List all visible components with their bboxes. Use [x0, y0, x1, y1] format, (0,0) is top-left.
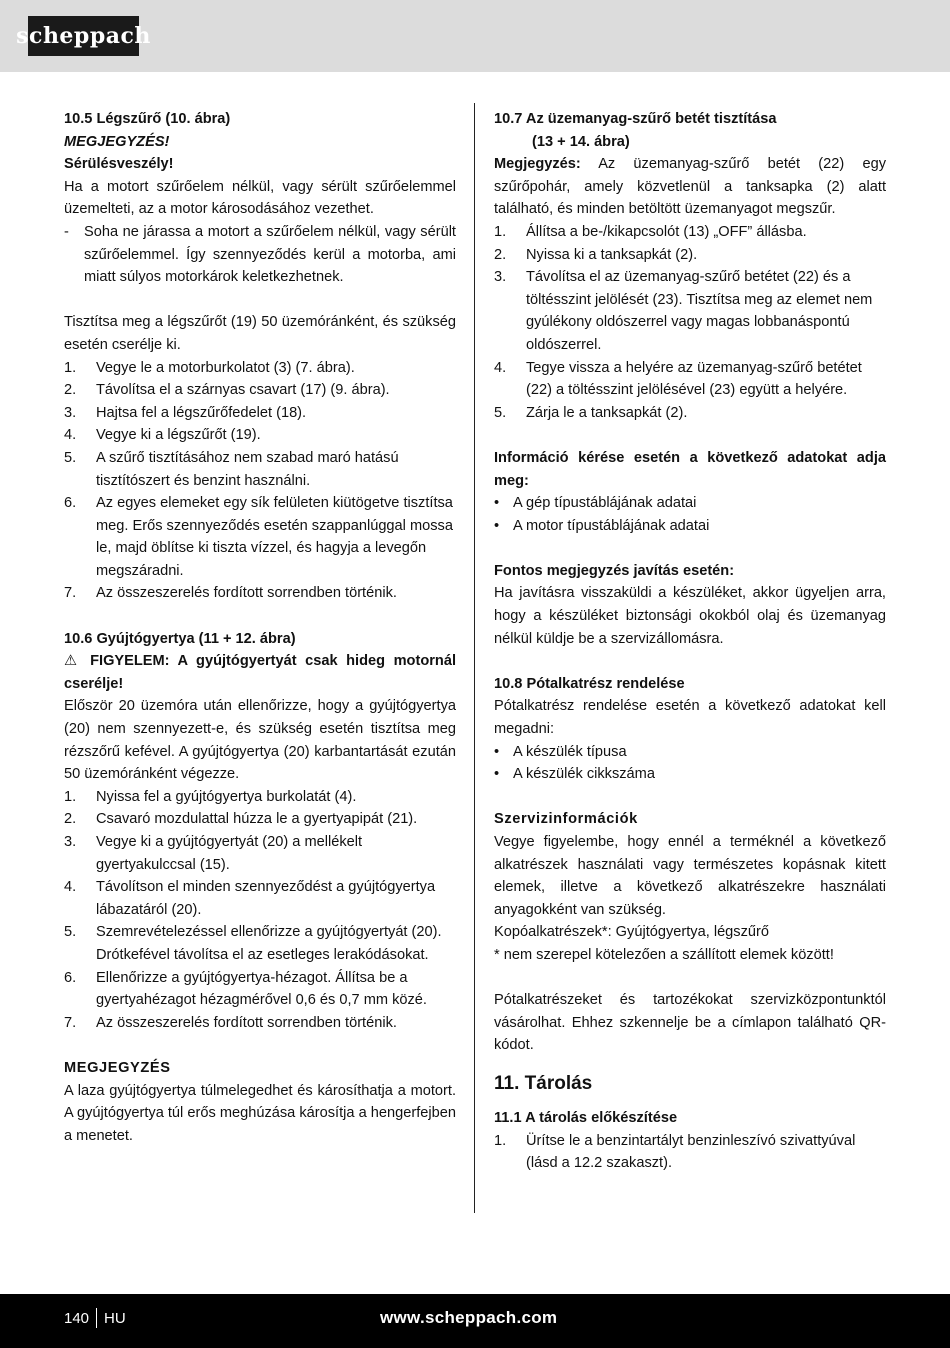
- list-item: [64, 876, 456, 921]
- air-filter-intro: Tisztítsa meg a légszűrőt (19) 50 üzemóránként, és szükség esetén cserélje ki.: [64, 314, 456, 353]
- wear-parts-text: Kopóalkatrészek*: Gyújtógyertya, légszűrő: [494, 924, 769, 941]
- dash-list: [64, 221, 456, 289]
- step-number: 4.: [64, 427, 77, 444]
- list-item: [494, 357, 886, 402]
- list-item: [64, 967, 456, 1012]
- note-label: MEGJEGYZÉS!: [64, 133, 170, 150]
- step-number: 3.: [494, 269, 507, 286]
- spark-plug-intro: Először 20 üzemóra után ellenőrizze, hogy a gyújtógyertya (20) nem szennyezett-e, és szükség esetén tisztítsa meg rézszőrű kefével. A gyújtógyertya (20) karbantartását ezután 50 üzemóránként végezze.: [64, 698, 456, 783]
- warning-text: Ha a motort szűrőelem nélkül, vagy sérült szűrőelemmel üzemelteti, az a motor károsodásához vezethet.: [64, 178, 456, 218]
- list-item: [64, 582, 456, 605]
- left-column: [64, 108, 456, 1147]
- step-text: Nyissa ki a tanksapkát (2).: [526, 246, 698, 263]
- step-text: Ürítse le a benzintartályt benzinleszívó szivattyúval (lásd a 12.2 szakaszt).: [526, 1132, 856, 1172]
- section-10-6-title: 10.6 Gyújtógyertya (11 + 12. ábra): [64, 630, 296, 647]
- fuel-filter-steps: [494, 221, 886, 424]
- step-number: 5.: [64, 449, 77, 466]
- step-text: Nyissa fel a gyújtógyertya burkolatát (4).: [96, 788, 357, 805]
- step-text: Az egyes elemeket egy sík felületen kiütögetve tisztítsa meg. Erős szennyeződés esetén szappanlúggal mossa le, majd öblítse ki tiszta vízzel, és hagyja a levegőn megszáradni.: [96, 495, 453, 579]
- list-item: [494, 266, 886, 356]
- page-header: [0, 0, 950, 72]
- step-text: Vegye le a motorburkolatot (3) (7. ábra).: [96, 359, 355, 376]
- spare-parts-text: Pótalkatrész rendelése esetén a következő adatokat kell megadni:: [494, 698, 886, 738]
- info-request-title: Információ kérése esetén a következő adatokat adja meg:: [494, 449, 886, 489]
- step-number: 2.: [494, 246, 507, 263]
- footnote-text: * nem szerepel kötelezően a szállított elemek között!: [494, 946, 834, 963]
- step-text: Vegye ki a gyújtógyertyát (20) a mellékelt gyertyakulccsal (15).: [96, 834, 363, 873]
- page-number: 140: [64, 1310, 90, 1327]
- step-number: 1.: [64, 359, 77, 376]
- list-item: [494, 1130, 886, 1175]
- step-number: 3.: [64, 834, 77, 850]
- step-number: 4.: [494, 359, 507, 376]
- note-text: A laza gyújtógyertya túlmelegedhet és károsíthatja a motort. A gyújtógyertya túl erős meghúzása károsítja a hengerfejben a menetet.: [64, 1082, 456, 1144]
- list-item: • A készülék cikkszáma: [494, 763, 886, 786]
- step-number: 6.: [64, 969, 77, 986]
- storage-steps: [494, 1130, 886, 1175]
- language-code: HU: [104, 1310, 126, 1327]
- scheppach-logo: scheppach: [28, 16, 139, 56]
- note-label: Megjegyzés:: [494, 156, 581, 173]
- section-10-8-title: 10.8 Pótalkatrész rendelése: [494, 675, 685, 692]
- danger-label: Sérülésveszély!: [64, 156, 174, 173]
- step-number: 2.: [64, 382, 77, 399]
- step-text: Az összeszerelés fordított sorrendben történik.: [96, 585, 397, 602]
- warning-text: FIGYELEM: A gyújtógyertyát csak hideg motornál cserélje!: [64, 653, 456, 692]
- step-text: Távolítsa el a szárnyas csavart (17) (9. ábra).: [96, 382, 390, 399]
- service-info-text: Vegye figyelembe, hogy ennél a terméknél a következő alkatrészek használati vagy természetes kopásnak kitett elemek, illetve a következő alkatrészekre használati anyagokként van szükség.: [494, 834, 886, 918]
- step-number: 6.: [64, 495, 77, 512]
- repair-note-title: Fontos megjegyzés javítás esetén:: [494, 562, 735, 579]
- step-text: Zárja le a tanksapkát (2).: [526, 404, 688, 421]
- step-number: 4.: [64, 879, 77, 896]
- step-number: 1.: [494, 223, 507, 240]
- step-number: 1.: [64, 788, 77, 805]
- step-number: 7.: [64, 585, 77, 602]
- section-10-7-title: 10.7 Az üzemanyag-szűrő betét tisztítása: [494, 111, 777, 127]
- section-11-title: 11. Tárolás: [494, 1072, 593, 1094]
- step-text: Tegye vissza a helyére az üzemanyag-szűrő betétet (22) a töltésszint jelölésével (23) együtt a helyére.: [526, 359, 862, 399]
- note-heading: MEGJEGYZÉS: [64, 1059, 171, 1076]
- warning-triangle-icon: ⚠: [64, 653, 82, 670]
- right-column: [494, 108, 886, 1175]
- list-item: [64, 921, 456, 966]
- step-text: Az összeszerelés fordított sorrendben történik.: [96, 1014, 397, 1031]
- step-text: Távolítson el minden szennyeződést a gyújtógyertya lábazatáról (20).: [96, 879, 436, 918]
- repair-note-text: Ha javításra visszaküldi a készüléket, akkor ügyeljen arra, hogy a készüléket biztonsági okokból olaj és üzemanyag nélkül küldje be a szervizállomásra.: [494, 585, 886, 647]
- step-text: Ellenőrizze a gyújtógyertya-hézagot. Állítsa be a gyertyahézagot hézagmérővel 0,6 és 0,7 mm közé.: [96, 969, 427, 1009]
- step-text: Állítsa a be-/kikapcsolót (13) „OFF” állásba.: [526, 223, 807, 240]
- step-text: Vegye ki a légszűrőt (19).: [96, 427, 261, 444]
- list-item: [64, 424, 456, 447]
- spare-parts-list: [494, 741, 886, 786]
- step-text: Szemrevételezéssel ellenőrizze a gyújtógyertyát (20). Drótkefével távolítsa el az esetleges lerakódásokat.: [96, 924, 442, 963]
- step-number: 3.: [64, 404, 77, 421]
- step-text: Távolítsa el az üzemanyag-szűrő betétet (22) és a töltésszint jelölését (23). Tisztítsa meg az elemet nem gyúlékony oldószerrel vagy magas lobbanáspontú oldószerrel.: [526, 269, 873, 353]
- step-number: 2.: [64, 811, 77, 828]
- list-item: [64, 786, 456, 809]
- air-filter-steps: [64, 357, 456, 606]
- step-number: 5.: [64, 924, 77, 941]
- list-item: [494, 221, 886, 244]
- list-item: [64, 357, 456, 380]
- step-text: A szűrő tisztításához nem szabad maró hatású tisztítószert és benzint használni.: [96, 449, 399, 489]
- section-11-1-title: 11.1 A tárolás előkészítése: [494, 1109, 678, 1126]
- list-item: [64, 447, 456, 492]
- service-info-title: Szervizinformációk: [494, 811, 638, 828]
- list-item: [64, 808, 456, 831]
- step-number: 7.: [64, 1014, 77, 1031]
- spark-plug-warning: [64, 650, 456, 695]
- list-item: • A gép típustáblájának adatai: [494, 492, 886, 515]
- list-item: [494, 402, 886, 425]
- step-text: Csavaró mozdulattal húzza le a gyertyapipát (21).: [96, 811, 418, 828]
- list-item: [494, 244, 886, 267]
- website-link[interactable]: www.scheppach.com: [380, 1308, 558, 1327]
- list-item: [64, 831, 456, 876]
- dash-item: - Soha ne járassa a motort a szűrőelem nélkül, vagy sérült szűrőelemmel. Így szennyeződés kerül a motorba, ami miatt súlyos motorkárok keletkezhetnek.: [64, 221, 456, 289]
- footer-separator: [96, 1308, 97, 1328]
- section-10-7-subtitle: (13 + 14. ábra): [532, 133, 630, 150]
- column-divider: [474, 103, 475, 1213]
- list-item: [64, 379, 456, 402]
- fuel-filter-note: [494, 153, 886, 221]
- list-item: • A motor típustáblájának adatai: [494, 515, 886, 538]
- step-number: 5.: [494, 404, 507, 421]
- list-item: [64, 1012, 456, 1035]
- list-item: [64, 492, 456, 582]
- note-text: Az üzemanyag-szűrő betét (22) egy szűrőpohár, amely közvetlenül a tanksapka (2) alatt található, és minden betöltött üzemanyagot megszűr.: [494, 156, 886, 218]
- list-item: [64, 402, 456, 425]
- spark-plug-steps: [64, 786, 456, 1035]
- info-request-list: [494, 492, 886, 537]
- step-number: 1.: [494, 1132, 507, 1149]
- parts-purchase-text: Pótalkatrészeket és tartozékokat szervizközpontunktól vásárolhat. Ehhez szkennelje be a címlapon található QR-kódot.: [494, 992, 886, 1054]
- page-footer: [0, 1294, 950, 1348]
- list-item: • A készülék típusa: [494, 741, 886, 764]
- section-10-5-title: 10.5 Légszűrő (10. ábra): [64, 111, 231, 127]
- step-text: Hajtsa fel a légszűrőfedelet (18).: [96, 404, 307, 421]
